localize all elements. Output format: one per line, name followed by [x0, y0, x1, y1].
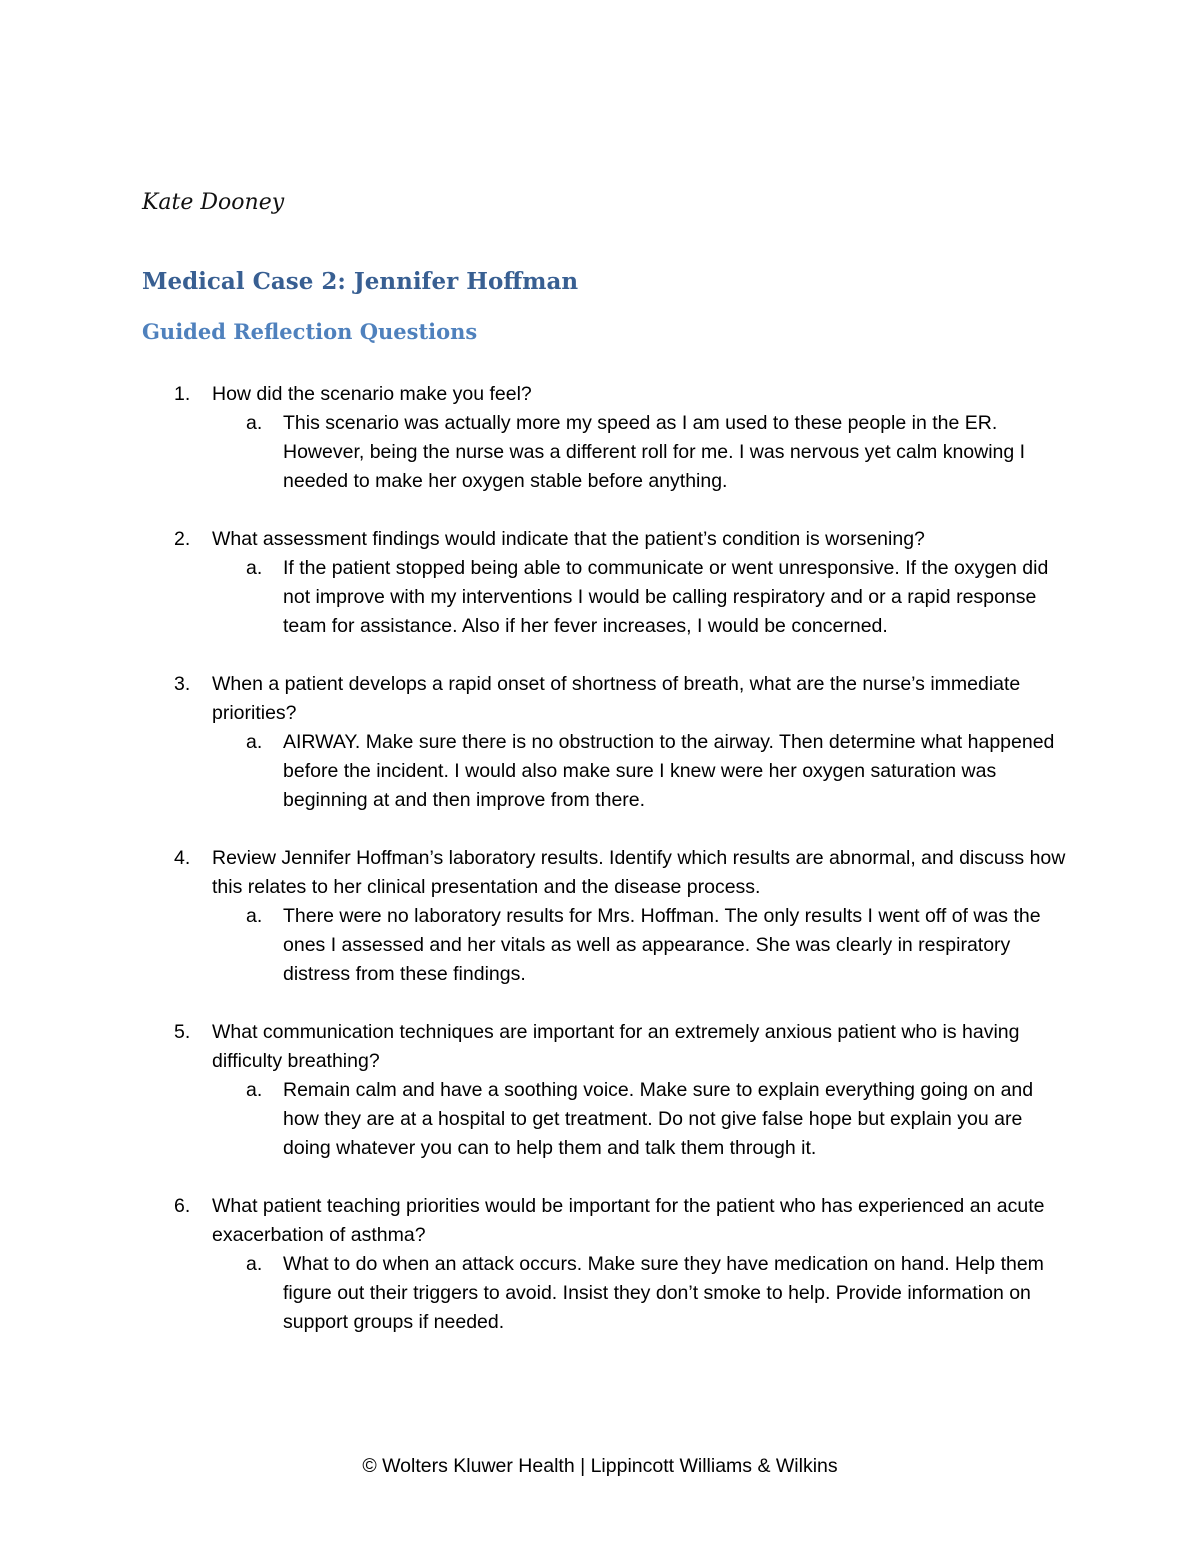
- question-item: [0, 670, 1200, 815]
- copyright-footer: © Wolters Kluwer Health | Lippincott Williams & Wilkins: [362, 1455, 838, 1477]
- question-number: 2.: [174, 528, 191, 550]
- question-text: What communication techniques are important for an extremely anxious patient who is having difficulty breathing?: [212, 1021, 1020, 1072]
- answer-text: This scenario was actually more my speed as I am used to these people in the ER. However, being the nurse was a different roll for me. I was nervous yet calm knowing I needed to make her oxygen stable before anything.: [283, 412, 1026, 492]
- question-item: [0, 380, 1200, 496]
- answer-letter: a.: [246, 731, 263, 753]
- answer-letter: a.: [246, 412, 263, 434]
- question-item: [0, 525, 1200, 641]
- question-text: How did the scenario make you feel?: [212, 383, 532, 405]
- question-list: [0, 380, 1200, 1366]
- author-name: Kate Dooney: [142, 190, 285, 215]
- answer-text: Remain calm and have a soothing voice. Make sure to explain everything going on and how they are at a hospital to get treatment. Do not give false hope but explain you are doing whatever you can to help them and talk them through it.: [283, 1079, 1034, 1159]
- question-text: What patient teaching priorities would be important for the patient who has experienced an acute exacerbation of asthma?: [212, 1195, 1045, 1246]
- question-text: Review Jennifer Hoffman’s laboratory results. Identify which results are abnormal, and discuss how this relates to her clinical presentation and the disease process.: [212, 847, 1066, 898]
- section-heading: Guided Reflection Questions: [142, 319, 478, 344]
- answer-text: There were no laboratory results for Mrs. Hoffman. The only results I went off of was the ones I assessed and her vitals as well as appearance. She was clearly in respiratory distress from these findings.: [283, 905, 1041, 985]
- answer-item: [0, 1250, 1200, 1337]
- question-item: [0, 1192, 1200, 1337]
- answer-text: If the patient stopped being able to communicate or went unresponsive. If the oxygen did not improve with my interventions I would be calling respiratory and or a rapid response team for assistance. Also if her fever increases, I would be concerned.: [283, 557, 1049, 637]
- document-title: Medical Case 2: Jennifer Hoffman: [142, 268, 579, 295]
- answer-letter: a.: [246, 1079, 263, 1101]
- answer-text: What to do when an attack occurs. Make sure they have medication on hand. Help them figure out their triggers to avoid. Insist they don’t smoke to help. Provide information on support groups if needed.: [283, 1253, 1044, 1333]
- question-number: 1.: [174, 383, 191, 405]
- question-item: [0, 1018, 1200, 1163]
- question-number: 4.: [174, 847, 191, 869]
- question-text: When a patient develops a rapid onset of shortness of breath, what are the nurse’s immediate priorities?: [212, 673, 1021, 724]
- answer-item: [0, 409, 1200, 496]
- answer-item: [0, 554, 1200, 641]
- question-number: 6.: [174, 1195, 191, 1217]
- question-item: [0, 844, 1200, 989]
- answer-item: [0, 902, 1200, 989]
- answer-item: [0, 1076, 1200, 1163]
- question-text: What assessment findings would indicate that the patient’s condition is worsening?: [212, 528, 925, 550]
- answer-letter: a.: [246, 905, 263, 927]
- answer-item: [0, 728, 1200, 815]
- answer-letter: a.: [246, 557, 263, 579]
- answer-text: AIRWAY. Make sure there is no obstruction to the airway. Then determine what happened before the incident. I would also make sure I knew were her oxygen saturation was beginning at and then improve from there.: [283, 731, 1055, 811]
- question-number: 3.: [174, 673, 191, 695]
- answer-letter: a.: [246, 1253, 263, 1275]
- question-number: 5.: [174, 1021, 191, 1043]
